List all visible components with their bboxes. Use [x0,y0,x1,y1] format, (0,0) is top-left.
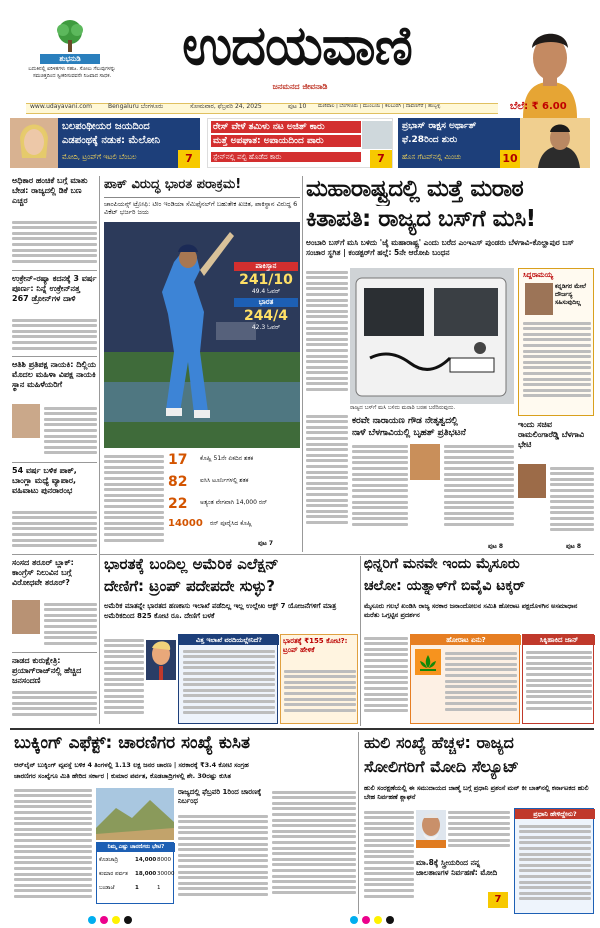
booking-deck-2: ಚಾರಣಿಗರ ಸಂಖ್ಯೆಗೂ ಮಿತಿ ಹೇರಿದ ಸರ್ಕಾರ | ಕುಮಾರ ಪರ್ವತ, ಕೊಡಚಾದ್ರಿಗಳಲ್ಲಿ ಶೇ. 30ರಷ್ಟು ಕುಸಿತ [14,773,231,780]
trek-table-title: ನಿಮ್ಮ ಎಷ್ಟು ಚಾರಣಿಗರು ಭೇಟಿ? [97,843,175,852]
teaser-ajith[interactable] [207,118,393,168]
bjp-deck: ಮೈಸೂರು ಗಲಭೆ ಖಂಡಿಸಿ ರಾಜ್ಯ ಸರಕಾರ ಜನಾಂದೋಲನ ಸಮಿತಿ ಹೋರಾಟ ಪಕ್ಷದೊಳಗಿನ ಅಸಮಾಧಾನ ಮರೆತು ಒಗ್ಗಟ್ಟಿನ ಪ್ರದರ್ಶನ [364,602,578,619]
cm-photo [525,283,553,315]
booking-deck-1: ಆನ್‌ಲೈನ್ ಬುಕ್ಕಿಂಗ್ ವ್ಯವಸ್ಥೆ ಬಳಿಕ 4 ತಿಂಗಳಲ್ಲಿ 1.13 ಲಕ್ಷ ಜನರ ಚಾರಣ | ಸರಕಾರಕ್ಕೆ ₹3.4 ಕೋಟಿ ಸಂಗ್ರಹ [14,762,249,769]
lead-cont[interactable]: ಪುಟ 8 [488,543,504,550]
team1-overs: 49.4 ಓವರ್ [251,288,281,295]
left-story-5-head[interactable]: ಸಂಸದ ತರೂರ್ ಬ್ಲಾಕ್: ಕಾಂಗ್ರೆಸ್ ನಿಲುವಿನ ಬಗ್ಗೆ ವಿರೋಧವೇ ತರೂರ್? [12,558,74,587]
tree-icon [50,18,90,56]
kohli-photo [104,222,300,448]
city: Bengaluru ಬೆಂಗಳೂರು [108,103,164,110]
trek-row-1-b: 8000 [157,857,171,863]
sport-cont[interactable]: ಪುಟ 7 [258,540,274,547]
registration-magenta-2 [362,916,370,924]
bjp-box-1 [410,634,520,724]
editions: ಮಣಿಪಾಲ | ಬೆಂಗಳೂರು | ಮುಂಬಯಿ | ಕಲಬುರಗಿ | ದಾವಣಗೆರೆ | ಹುಬ್ಬಳ್ಳಿ [318,104,441,109]
lotus-icon [415,649,441,675]
tigers-deck: ಹುಲಿ ಸಂರಕ್ಷಣೆಯಲ್ಲಿ ಈ ಸಮುದಾಯದ ಜಾಣ್ಮೆ ಬಗ್ಗೆ ಪ್ರಧಾನಿ ಪ್ರಶಂಸೆ ಮನ್ ಕೀ ಬಾತ್‌ನಲ್ಲಿ ಕರ್ನಾಟಕದ ಹುಲಿ ಬೇಹ ನಿರ್ವಹಣೆ ಶ್ಲಾಘನೆ [364,784,589,801]
teaser-prabhas-page[interactable]: 10 [500,150,520,168]
lead-body-1 [306,268,348,408]
tigers-title-1[interactable]: ಹುಲಿ ಸಂಖ್ಯೆ ಹೆಚ್ಚಳ: ರಾಜ್ಯದ [364,734,514,752]
trek-row-2-b: 30000 [157,871,175,877]
tigers-box [514,808,594,914]
bjp-box-2-title: ಸಿಕ್ಕಿಹಾಕಿದ ಜಾನ್ [523,635,595,645]
reddy-cont[interactable]: ಪುಟ 8 [566,543,582,550]
stat-2-num: 82 [168,474,188,490]
trump-title-2[interactable]: ದೇಣಿಗೆ: ಟ್ರಂಪ್ ಪದೇಪದೇ ಸುಳ್ಳು? [104,578,275,595]
trek-photo [96,788,174,840]
trump-title-1[interactable]: ಭಾರತಕ್ಕೆ ಬಂದಿಲ್ಲ ಅಮೆರಿಕ ಎಲೆಕ್ಷನ್ [104,556,279,573]
reddy-photo [518,464,546,498]
left-story-1-body [12,218,97,268]
stat-1-num: 17 [168,452,188,468]
lead-deck: ಅಂಬಾರಿ ಬಸ್‌ಗೆ ಮಸಿ ಬಳಿದು 'ಜೈ ಮಹಾರಾಷ್ಟ್ರ' ಎಂದು ಬರೆದ ಎಂಇಎಸ್ ಪುಂಡರು ಬೆಳಗಾವಿ-ಕೊಲ್ಹಾಪುರ ಬಸ್ ಸಂಚಾರ ಸ್ಥಗಿತ | ಕಂಡಕ್ಟರ್‌ಗೆ ಹಲ್ಲೆ: 5ನೇ ಆರೋಪಿ ಬಂಧನ [306,238,574,257]
teaser-meloni-page[interactable]: 7 [178,150,200,168]
stat-3-num: 22 [168,496,188,512]
tigers-box-title: ಪ್ರಧಾನಿ ಹೇಳಿದ್ದೇನು? [515,809,595,819]
bus-photo [350,268,514,404]
subbrand-name: ಶುಭನುಡಿ [40,54,100,64]
tigers-box-body [519,822,591,912]
tigers-sub-page[interactable]: 7 [488,892,508,908]
left-story-5-body [44,600,97,650]
trump-deck: ಅಮೆರಿಕ ಮಾತನ್ನೇ ಭಾರತದ ಹಣಕಾಸು ಇಲಾಖೆ ಪಡೆದಿಲ್ಲ ಇಲ್ಲ ಉಲ್ಲೇಖ ಆಕ್ಟ್ 7 ಯೋಜನೆಗಳಿಗೆ ಮಾತ್ರ ಅಮೆರಿಕದಿಂದ 825 ಕೋಟಿ ರೂ. ದೇಣಿಗೆ ಬಳಕೆ [104,602,337,620]
booking-side-head[interactable]: ರಾಜ್ಯದಲ್ಲಿ ಫೆಬ್ರವರಿ 1ರಿಂದ ಚಾರಣಕ್ಕೆ ನಿರ್ಬಂಧ [178,788,262,805]
bjp-box-2 [522,634,594,724]
tigers-body-2 [448,808,510,854]
teaser-ajith-line1: ರೇಸ್ ವೇಳೆ ತಮಿಳು ನಟ ಅಜಿತ್ ಕಾರು [211,121,361,133]
stat-3-label: ಅತ್ಯಂತ ವೇಗವಾಗಿ 14,000 ರನ್ [200,499,268,506]
teaser-prabhas-line2: ಫೆ.28ರಿಂದ ಶುರು [402,135,458,145]
page-count: ಪುಟ 10 [288,103,307,110]
meloni-photo [10,118,58,168]
teaser-meloni-line2: ಎಡಪಂಥಕ್ಕೆ ನಡುಕ: ಮೆಲೋನಿ [62,135,161,146]
modi-photo [416,810,446,848]
scorecard [234,262,298,330]
sport-body-left [104,452,164,552]
teaser-prabhas-sub: ಹೊಸ ಗೆಟಪ್‌ನಲ್ಲಿ ಮಿಂಚು [402,153,462,161]
trump-side-box-body [284,667,356,723]
trump-side-box-title: ಭಾರತಕ್ಕೆ ₹155 ಕೋಟಿ?: ಟ್ರಂಪ್ ಹೇಳಿಕೆ [283,637,348,654]
trek-row-2-name: ಕುಮಾರ ಪರ್ವತ [99,871,128,877]
left-story-4-body [12,508,97,552]
issue-date: ಸೋಮವಾರ, ಫೆಬ್ರವರಿ 24, 2025 [190,103,262,110]
stat-2-label: ಐಸಿಸಿ ಟೂರ್ನಿಗಳಲ್ಲಿ ಶತಕ [200,477,249,484]
teaser-meloni-sub: ಮೋದಿ, ಟ್ರಂಪ್‌ಗೆ ಇಟಲಿ ಬೆಂಬಲ [62,153,137,161]
team1-name: ಪಾಕಿಸ್ತಾನ [234,262,298,271]
teaser-ajith-sub: ಸ್ಪೇನ್‌ನಲ್ಲಿ ಪಲ್ಟಿ ಹೊಡೆದ ಕಾರು [211,152,361,162]
lead-body-2 [306,412,348,544]
trek-row-3-a: 1 [135,885,139,891]
gowda-photo [410,444,440,480]
stat-1-label: ಕೊಹ್ಲಿ 51ನೇ ಏಕದಿನ ಶತಕ [200,455,254,462]
team2-name: ಭಾರತ [234,298,298,307]
registration-cyan-2 [350,916,358,924]
bjp-title-1[interactable]: ಛಿನ್ನರಿಗೆ ಮನವೇ ಇಂದು ಮೈಸೂರು [364,556,520,572]
reddy-body [550,464,594,544]
cm-body [523,319,591,413]
bjp-box-2-body [526,648,592,722]
tigers-title-2[interactable]: ಸೋಲಿಗರಿಗೆ ಮೋದಿ ಸೆಲ್ಯೂಟ್ [364,758,519,776]
registration-black [124,916,132,924]
tigers-body-1 [364,808,414,912]
teaser-meloni-line1: ಬಲಪಂಥೀಯರ ಜಯದಿಂದ [62,121,150,132]
teaser-ajith-page[interactable]: 7 [370,150,392,168]
bus-photo-caption: ರಾಜ್ಯದ ಬಸ್‌ಗೆ ಮಸಿ ಬಳಿದು ಮರಾಠಿ ಬರಹ ಬರೆದಿರುವುದು. [350,405,456,411]
tharoor-photo [12,600,40,634]
sport-stats [168,452,300,552]
lead-title-2[interactable]: ಕಿತಾಪತಿ: ರಾಜ್ಯದ ಬಸ್‌ಗೆ ಮಸಿ! [306,206,536,232]
team1-score: 241/10 [239,272,293,288]
atishi-photo [12,404,40,438]
trek-row-1-a: 14,000 [135,857,157,863]
cm-box [518,268,594,416]
booking-body-1 [14,786,92,912]
bjp-box-1-body [445,649,517,721]
trump-photo [146,640,176,680]
trump-side-box [280,634,358,724]
lead-body-4 [444,442,514,542]
ajith-photo [362,121,392,149]
bjp-title-2[interactable]: ಚಲೋ: ಯತ್ನಾಳ್‌ಗೆ ಬಿವೈವಿ ಟಕ್ಕರ್ [364,578,525,594]
registration-yellow [112,916,120,924]
sport-deck: ಚಾಂಪಿಯನ್ಸ್ ಟ್ರೋಫಿ: ಟೀಂ ಇಂಡಿಯಾ ಸೆಮಿಫೈನಲ್‌ಗೆ ಬಹುತೇಕ ಖಚಿತ, ಪಾಕಿಸ್ಥಾನ ವಿರುದ್ಧ 6 ವಿಕೆಟ್ ಭರ್ಜರಿ ಜಯ [104,200,298,216]
booking-body-3 [272,788,356,912]
teaser-meloni[interactable] [10,118,200,168]
cm-quote: ಕನ್ನಡಿಗರ ಮೇಲೆ ದೌರ್ಜನ್ಯ ಸಹಿಸುವುದಿಲ್ಲ [555,283,586,306]
trump-report-box [178,634,278,724]
teaser-prabhas-line1: ಪ್ರಭಾಸ್ ರಾಕ್ಷಸ ಅರ್ಥಾತ್ [402,121,477,131]
stat-4-label: ರನ್ ಪೂರೈಸಿದ ಕೊಹ್ಲಿ [210,520,252,527]
left-story-3-head[interactable]: ಆತಿಶಿ ಪ್ರತಿಪಕ್ಷ ನಾಯಕಿ: ದಿಲ್ಲಿಯ ಮೊದಲ ಮಹಿಳಾ ವಿಪಕ್ಷ ನಾಯಕಿ ಸ್ಥಾನ ಮಹಿಳೆಯರಿಗೆ [12,360,97,389]
lead-title-1[interactable]: ಮಹಾರಾಷ್ಟ್ರದಲ್ಲಿ ಮತ್ತೆ ಮರಾಠ [306,176,524,202]
prabhas-photo [520,118,590,168]
masthead-title: ಉದಯವಾಣಿ [182,13,412,77]
booking-body-2 [178,812,268,912]
bjp-box-1-title: ಹೋರಾಟ ಏನು? [411,635,521,645]
subbrand-text: ಬದುಕಿನಲ್ಲಿ ಏರಿಳಿತಗಳು ಸಹಜ. ಸೋಲು ಗೆಲುವುಗಳನ್ನು ಸಮಚಿತ್ತದಿಂದ ಸ್ವೀಕರಿಸುವವನೇ ನಿಜವಾದ ಸಾಧಕ. [28,66,116,79]
trek-row-1-name: ಕೊಡಚಾದ್ರಿ [99,857,119,863]
team2-overs: 42.3 ಓವರ್ [251,324,281,331]
trump-body-1 [104,636,144,724]
bjp-body-1 [364,634,408,724]
trek-table [96,842,174,904]
left-story-6-head[interactable]: ನಾಡದ ಕುರುಕ್ಷೇತ್ರಿ: ಪ್ರಯಾಗ್‌ರಾಜ್‌ನಲ್ಲಿ ಹೆಚ್ಚಿದ ಜನಸಂದಣಿ [12,656,82,685]
left-story-2-body [12,316,97,354]
masthead-tagline: ಜನಮನದ ಜೀವನಾಡಿ [272,82,328,91]
price: ಬೆಲೆ: ₹ 6.00 [510,101,567,112]
left-story-1-head[interactable]: ಅಧಿಕಾರ ಹಂಚಿಕೆ ಬಗ್ಗೆ ಮಾತು ಬೇಡ: ರಾಜ್ಯದಲ್ಲಿ ಡಿಕೆ ಬಣ ಎಚ್ಚರ [12,176,88,205]
cm-name: ಸಿದ್ದರಾಮಯ್ಯ [523,271,554,279]
lead-sub-head-2[interactable]: ನಾಳೆ ಬೆಳಗಾವಿಯಲ್ಲಿ ಬೃಹತ್ ಪ್ರತಿಭಟನೆ [352,428,466,438]
subbrand-logo [50,18,90,56]
lead-sub-head-1[interactable]: ಕರವೇ ನಾರಾಯಣ ಗೌಡ ನೇತೃತ್ವದಲ್ಲಿ [352,416,458,426]
trump-box-title: ವಿತ್ತ ಇಲಾಖೆ ವರದಿಯಲ್ಲೇನಿದೆ? [179,635,279,645]
teaser-ajith-line2: ಮತ್ತೆ ಅಪಘಾತ: ಅಪಾಯದಿಂದ ಪಾರು [211,135,361,147]
left-story-6-body [12,688,97,724]
trump-box-body [183,647,275,723]
registration-cyan [88,916,96,924]
team2-score: 244/4 [243,308,289,324]
booking-title[interactable]: ಬುಕ್ಕಿಂಗ್ ಎಫೆಕ್ಟ್: ಚಾರಣಿಗರ ಸಂಖ್ಯೆ ಕುಸಿತ [14,734,250,753]
registration-yellow-2 [374,916,382,924]
reddy-head[interactable]: ಇಂದು ಸಚಿವ ರಾಮಲಿಂಗಾರೆಡ್ಡಿ ಬೆಳಗಾವಿ ಭೇಟಿ [518,420,585,449]
sport-kicker[interactable]: ಪಾಕ್ ವಿರುದ್ಧ ಭಾರತ ಪರಾಕ್ರಮ! [104,178,300,198]
left-story-2-head[interactable]: ಉಕ್ರೇನ್-ರಷ್ಯಾ ಕದನಕ್ಕೆ 3 ವರ್ಷ ಪೂರ್ಣ: ನಿನ್ನೆ ಉಕ್ರೇನ್‌ನತ್ತ 267 ಡ್ರೋನ್‌ಗಳ ದಾಳಿ [12,274,97,303]
stat-4-num: 14000 [168,518,203,529]
site-url[interactable]: www.udayavani.com [30,103,93,110]
registration-magenta [100,916,108,924]
trek-row-3-name: ಬಂಡಾಜೆ [99,885,115,891]
left-story-3-body [44,404,97,460]
lead-body-3 [352,442,408,542]
left-story-4-head[interactable]: 54 ವರ್ಷ ಬಳಿಕ ಪಾಕ್, ಬಾಂಗ್ಲಾ ಮಧ್ಯೆ ವ್ಯಾಪಾರ, ವಹಿವಾಟು ಪುನರಾರಂಭ [12,466,77,495]
registration-black-2 [386,916,394,924]
trek-row-2-a: 18,000 [135,871,157,877]
tigers-sub-head[interactable]: ಮಾ.8ಕ್ಕೆ ಸ್ತ್ರೀಯರಿಂದ ನನ್ನ ಜಾಲತಾಣಗಳ ನಿರ್ವಹಣೆ: ಮೋದಿ [416,858,498,877]
trek-row-3-b: 1 [157,885,161,891]
